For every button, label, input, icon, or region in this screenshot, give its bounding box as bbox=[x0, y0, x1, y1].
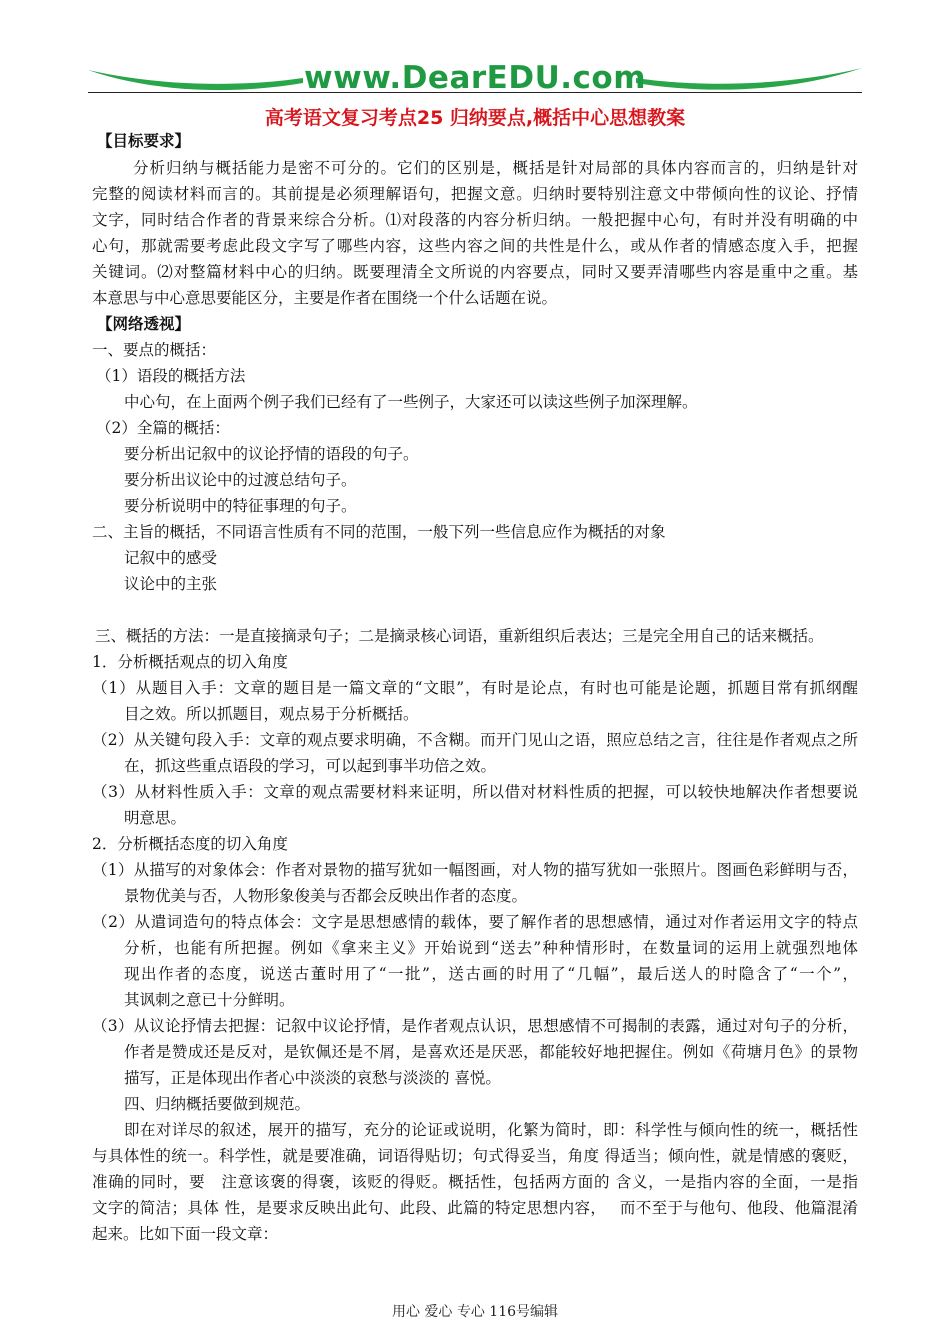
paragraph-line: 准确的同时，要 注意该褒的得褒，该贬的得贬。概括性，包括两方面的 含义，一是指内容的全面，一是指 bbox=[92, 1173, 858, 1191]
list-item-continuation: 在，抓这些重点语段的学习，可以起到事半功倍之效。 bbox=[124, 757, 497, 775]
paragraph-line: 完整的阅读材料而言的。其前提是必须理解语句，把握文意。归纳时要特别注意文中带倾向性的议论、抒情 bbox=[92, 185, 858, 203]
outline-heading: 二、主旨的概括，不同语言性质有不同的范围，一般下列一些信息应作为概括的对象 bbox=[92, 523, 666, 541]
outline-heading: 四、归纳概括要做到规范。 bbox=[124, 1095, 311, 1113]
paragraph-line: 关键词。⑵对整篇材料中心的归纳。既要理清全文所说的内容要点，同时又要弄清哪些内容是重中之重。基 bbox=[92, 263, 858, 281]
list-item: （3）从议论抒情去把握：记叙中议论抒情，是作者观点认识，思想感情不可揭制的表露，通过对句子的分析， bbox=[92, 1017, 858, 1035]
list-item-continuation: 景物优美与否，人物形象俊美与否都会反映出作者的态度。 bbox=[124, 887, 528, 905]
paragraph-line: 分析归纳与概括能力是密不可分的。它们的区别是，概括是针对局部的具体内容而言的，归纳是针对 bbox=[133, 159, 858, 177]
paragraph-line: 文字，同时结合作者的背景来综合分析。⑴对段落的内容分析归纳。一般把握中心句，有时并没有明确的中 bbox=[92, 211, 858, 229]
outline-heading: 三、概括的方法：一是直接摘录句子；二是摘录核心词语，重新组织后表达；三是完全用自己的话来概括。 bbox=[95, 627, 824, 645]
paragraph-line: 心句，那就需要考虑此段文字写了哪些内容，这些内容之间的共性是什么，或从作者的情感态度入手，把握 bbox=[92, 237, 858, 255]
list-item: 议论中的主张 bbox=[124, 575, 218, 593]
list-item-continuation: 现出作者的态度，说送古董时用了“一批”，送古画的时用了“几幅”，最后送人的时隐含了“一个”， bbox=[124, 965, 858, 983]
paragraph-line: 文字的简洁；具体 性，是要求反映出此句、此段、此篇的特定思想内容， 而不至于与他句、他段、他篇混淆 bbox=[92, 1199, 858, 1217]
list-item: （3）从材料性质入手：文章的观点需要材料来证明，所以借对材料性质的把握，可以较快地解决作者想要说 bbox=[92, 783, 858, 801]
section-heading-network: 【网络透视】 bbox=[97, 315, 191, 333]
site-logo-text: www.DearEDU.com bbox=[303, 60, 646, 96]
site-header-banner bbox=[88, 58, 862, 100]
section-heading-goals: 【目标要求】 bbox=[97, 132, 191, 150]
list-item: （1）从题目入手：文章的题目是一篇文章的“文眼”，有时是论点，有时也可能是论题，抓题目常有抓纲醒 bbox=[92, 679, 858, 697]
paragraph-line: 即在对详尽的叙述，展开的描写，充分的论证或说明，化繁为简时，即：科学性与倾向性的统一，概括性 bbox=[124, 1121, 858, 1139]
header-divider bbox=[88, 92, 862, 93]
outline-subheading: 1．分析概括观点的切入角度 bbox=[92, 653, 288, 671]
list-item-continuation: 作者是赞成还是反对，是钦佩还是不屑，是喜欢还是厌恶，都能较好地把握住。例如《荷塘月色》的景物 bbox=[124, 1043, 858, 1061]
list-item: 要分析出议论中的过渡总结句子。 bbox=[124, 471, 357, 489]
list-item: 要分析出记叙中的议论抒情的语段的句子。 bbox=[124, 445, 419, 463]
list-item: （1）从描写的对象体会：作者对景物的描写犹如一幅图画，对人物的描写犹如一张照片。图画色彩鲜明与否， bbox=[92, 861, 858, 879]
outline-heading: 一、要点的概括： bbox=[92, 341, 217, 359]
document-title: 高考语文复习考点25 归纳要点,概括中心思想教案 bbox=[264, 107, 686, 129]
page-footer: 用心 爱心 专心 116号编辑 bbox=[391, 1304, 559, 1320]
list-item: 记叙中的感受 bbox=[124, 549, 218, 567]
list-item-continuation: 分析，也能有所把握。例如《拿来主义》开始说到“送去”种种情形时，在数量词的运用上就强烈地体 bbox=[124, 939, 858, 957]
outline-subheading: 2．分析概括态度的切入角度 bbox=[92, 835, 288, 853]
list-item: 要分析说明中的特征事理的句子。 bbox=[124, 497, 357, 515]
paragraph-line: 本意思与中心意思要能区分，主要是作者在围绕一个什么话题在说。 bbox=[92, 289, 558, 307]
outline-subheading: （2）全篇的概括： bbox=[96, 419, 230, 437]
list-item-continuation: 描写，正是体现出作者心中淡淡的哀愁与淡淡的 喜悦。 bbox=[124, 1069, 501, 1087]
list-item: （2）从遣词造句的特点体会：文字是思想感情的载体，要了解作者的思想感情，通过对作者运用文字的特点 bbox=[92, 913, 858, 931]
paragraph-line: 中心句，在上面两个例子我们已经有了一些例子，大家还可以读这些例子加深理解。 bbox=[124, 393, 698, 411]
list-item: （2）从关键句段入手：文章的观点要求明确，不含糊。而开门见山之语，照应总结之言，往往是作者观点之所 bbox=[92, 731, 858, 749]
list-item-continuation: 其讽刺之意已十分鲜明。 bbox=[124, 991, 295, 1009]
list-item-continuation: 目之效。所以抓题目，观点易于分析概括。 bbox=[124, 705, 419, 723]
list-item-continuation: 明意思。 bbox=[124, 809, 187, 827]
paragraph-line: 与具体性的统一。科学性，就是要准确，词语得贴切；句式得妥当，角度 得适当；倾向性，就是情感的褒贬， bbox=[92, 1147, 858, 1165]
outline-subheading: （1）语段的概括方法 bbox=[96, 367, 246, 385]
paragraph-line: 起来。比如下面一段文章： bbox=[92, 1225, 279, 1243]
